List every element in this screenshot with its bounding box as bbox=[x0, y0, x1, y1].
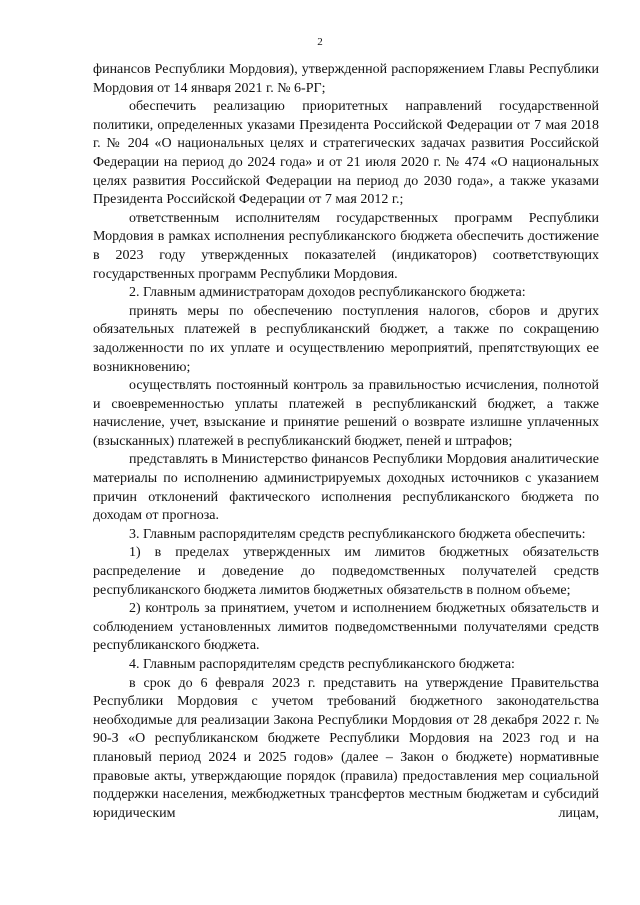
paragraph: 1) в пределах утвержденных им лимитов бюджетных обязательств распределение и доведение до подведомственных получателей средств республиканского бюджета лимитов бюджетных обязательств в полном объеме; bbox=[93, 545, 599, 598]
paragraph: финансов Республики Мордовия), утвержденной распоряжением Главы Республики Мордовия от 14 января 2021 г. № 6-РГ; bbox=[93, 62, 599, 96]
paragraph: ответственным исполнителям государственных программ Республики Мордовия в рамках исполнения республиканского бюджета обеспечить достижение в 2023 году утвержденных показателей (индикаторов) соответствующих государственных программ Республики Мордовия. bbox=[93, 210, 599, 282]
paragraph: 2) контроль за принятием, учетом и исполнением бюджетных обязательств и соблюдением установленных лимитов подведомственными получателями средств республиканского бюджета. bbox=[93, 601, 599, 654]
paragraph: в срок до 6 февраля 2023 г. представить на утверждение Правительства Республики Мордовия с учетом требований бюджетного законодательства необходимые для реализации Закона Республики Мордовия от 28 декабря 2022 г. № 90-З «О республиканском бюджете Республики Мордовия на 2023 год и на плановый период 2024 и 2025 годов» (далее – Закон о бюджете) нормативные правовые акты, утверждающие порядок (правила) предоставления мер социальной поддержки населения, межбюджетных трансфертов местным бюджетам и субсидий юридическим лицам, bbox=[93, 675, 599, 821]
paragraph: представлять в Министерство финансов Республики Мордовия аналитические материалы по исполнению администрируемых доходных источников с указанием причин отклонений фактического исполнения республиканского бюджета по доходам от прогноза. bbox=[93, 452, 599, 524]
page-number: 2 bbox=[317, 36, 323, 48]
document-body bbox=[93, 61, 599, 823]
paragraph: 4. Главным распорядителям средств республиканского бюджета: bbox=[129, 657, 515, 672]
paragraph: обеспечить реализацию приоритетных направлений государственной политики, определенных указами Президента Российской Федерации от 7 мая 2018 г. № 204 «О национальных целях и стратегических задачах развития Российской Федерации на период до 2024 года» и от 21 июля 2020 г. № 474 «О национальных целях развития Российской Федерации на период до 2030 года», а также указами Президента Российской Федерации от 7 мая 2012 г.; bbox=[93, 99, 599, 208]
paragraph: 2. Главным администраторам доходов республиканского бюджета: bbox=[129, 285, 526, 301]
paragraph: 3. Главным распорядителям средств республиканского бюджета обеспечить: bbox=[129, 526, 586, 542]
paragraph: принять меры по обеспечению поступления налогов, сборов и других обязательных платежей в республиканский бюджет, а также по сокращению задолженности по их уплате и осуществлению мероприятий, препятствующих ее возникновению; bbox=[93, 303, 599, 375]
paragraph: осуществлять постоянный контроль за правильностью исчисления, полнотой и своевременностью уплаты платежей в республиканский бюджет, а также начисление, учет, взыскание и принятие решений о возврате излишне уплаченных (взысканных) платежей в республиканский бюджет, пеней и штрафов; bbox=[93, 378, 599, 449]
